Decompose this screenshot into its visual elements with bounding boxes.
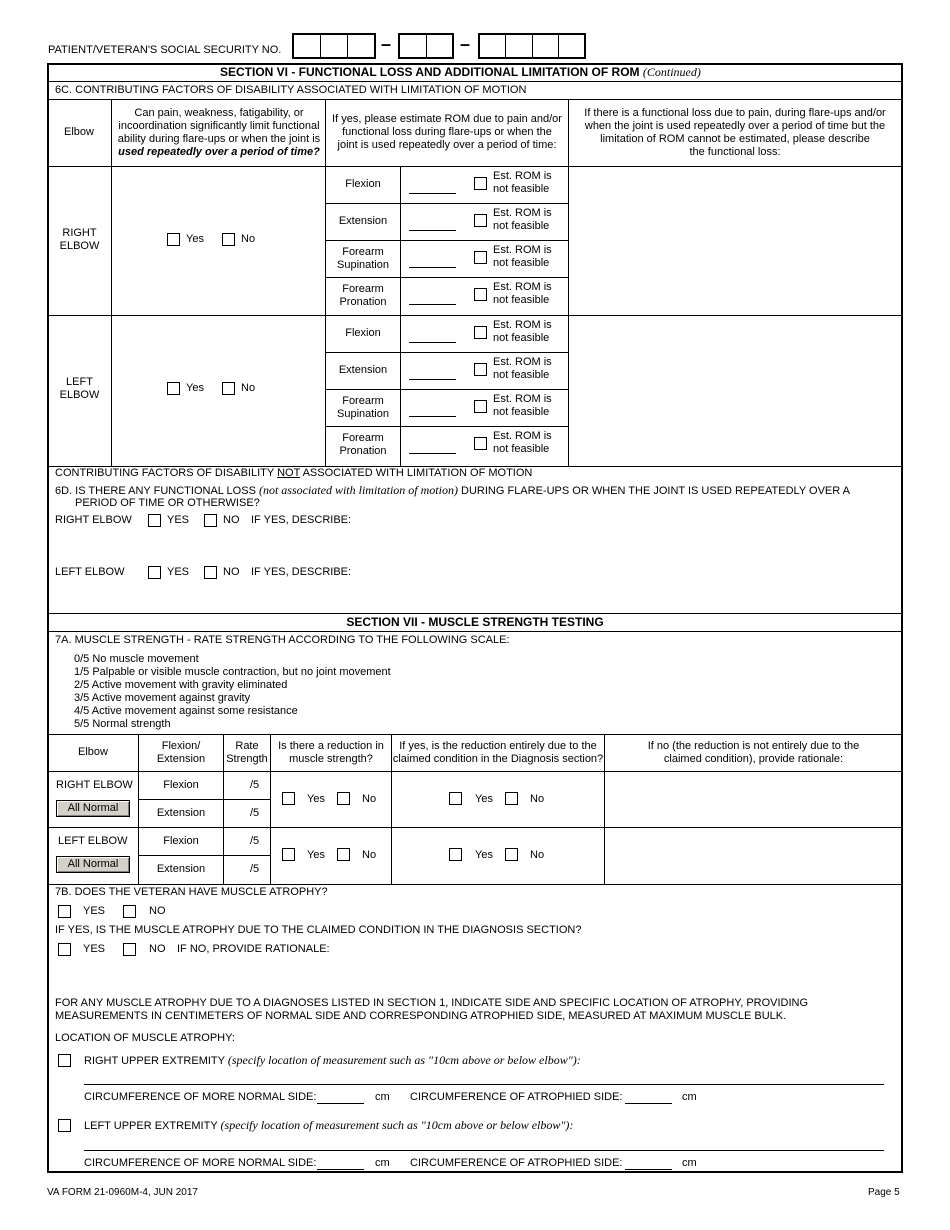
ms-left-extension: Extension: [156, 863, 206, 875]
q6d-right-yes-checkbox[interactable]: [148, 514, 161, 527]
no-label: No: [241, 382, 256, 394]
est-rom-not-feasible-label: Est. ROM is not feasible: [493, 170, 552, 195]
q7a-label: 7A. MUSCLE STRENGTH - RATE STRENGTH ACCORDING TO THE FOLLOWING SCALE:: [55, 634, 510, 646]
scale-item: 3/5 Active movement against gravity: [74, 692, 251, 704]
right-pronation-label: Forearm Pronation: [339, 283, 387, 308]
if-yes-describe: IF YES, DESCRIBE:: [251, 514, 352, 526]
left-pronation-label: Forearm Pronation: [339, 432, 387, 457]
rue-location-line[interactable]: [84, 1084, 884, 1085]
left-all-normal-button[interactable]: All Normal: [56, 856, 130, 873]
rue-normal-input[interactable]: [317, 1103, 364, 1104]
yes-label: Yes: [307, 793, 325, 805]
lue-location-line[interactable]: [84, 1150, 884, 1151]
ms-col-rationale: If no (the reduction is not entirely due to the claimed condition), provide rationale:: [647, 740, 860, 765]
right-elbow-no-checkbox[interactable]: [222, 233, 235, 246]
scale-item: 4/5 Active movement against some resistance: [74, 705, 298, 717]
right-flexion-rom-input[interactable]: [409, 193, 456, 194]
rue-checkbox[interactable]: [58, 1054, 71, 1067]
section-6-title: SECTION VI - FUNCTIONAL LOSS AND ADDITIONAL LIMITATION OF ROM (Continued): [220, 65, 701, 79]
ms-right-due-yes-checkbox[interactable]: [449, 792, 462, 805]
q7b-due-label: IF YES, IS THE MUSCLE ATROPHY DUE TO THE CLAIMED CONDITION IN THE DIAGNOSIS SECTION?: [55, 924, 582, 936]
no-label: No: [241, 233, 256, 245]
cm-label: cm: [375, 1157, 390, 1169]
rue-atrophied-label: CIRCUMFERENCE OF ATROPHIED SIDE:: [410, 1091, 623, 1103]
scale-item: 0/5 No muscle movement: [74, 653, 199, 665]
right-extension-not-feasible-checkbox[interactable]: [474, 214, 487, 227]
q6c-label: 6C. CONTRIBUTING FACTORS OF DISABILITY ASSOCIATED WITH LIMITATION OF MOTION: [55, 84, 527, 96]
yes-label: YES: [83, 905, 106, 917]
ms-left-ext-rate[interactable]: /5: [250, 863, 260, 875]
ms-left-due-yes-checkbox[interactable]: [449, 848, 462, 861]
q6d-left-elbow-label: LEFT ELBOW: [55, 566, 125, 578]
cm-label: cm: [375, 1091, 390, 1103]
ms-col-flexext: Flexion/ Extension: [156, 740, 206, 765]
left-extension-not-feasible-checkbox[interactable]: [474, 363, 487, 376]
ms-right-due-no-checkbox[interactable]: [505, 792, 518, 805]
ms-right-elbow: RIGHT ELBOW: [56, 779, 133, 791]
if-yes-describe: IF YES, DESCRIBE:: [251, 566, 352, 578]
rue-atrophied-input[interactable]: [625, 1103, 672, 1104]
ms-right-ext-rate[interactable]: /5: [250, 807, 260, 819]
cf-not-associated: CONTRIBUTING FACTORS OF DISABILITY NOT ASSOCIATED WITH LIMITATION OF MOTION: [55, 467, 533, 479]
page-number: Page 5: [868, 1187, 900, 1198]
yes-label: Yes: [475, 849, 493, 861]
left-elbow-yes-checkbox[interactable]: [167, 382, 180, 395]
yes-label: Yes: [475, 793, 493, 805]
left-elbow-label: LEFT ELBOW: [59, 376, 100, 401]
right-pronation-not-feasible-checkbox[interactable]: [474, 288, 487, 301]
right-elbow-label: RIGHT ELBOW: [59, 227, 100, 252]
ms-right-reduction-no-checkbox[interactable]: [337, 792, 350, 805]
lue-checkbox[interactable]: [58, 1119, 71, 1132]
col-estimate: If yes, please estimate ROM due to pain and/or functional loss during flare-ups or when the joint is used repeatedly over a period of time:: [332, 113, 562, 151]
ssn-field-1[interactable]: [292, 33, 376, 59]
right-supination-label: Forearm Supination: [337, 246, 389, 271]
lue-label: LEFT UPPER EXTREMITY (specify location of measurement such as "10cm above or below elbow"):: [84, 1118, 574, 1132]
lue-normal-label: CIRCUMFERENCE OF MORE NORMAL SIDE:: [84, 1157, 317, 1169]
col-elbow: Elbow: [64, 126, 94, 138]
ms-left-flex-rate[interactable]: /5: [250, 835, 260, 847]
cm-label: cm: [682, 1091, 697, 1103]
cm-label: cm: [682, 1157, 697, 1169]
yes-label: Yes: [186, 382, 204, 394]
q6d-left-yes-checkbox[interactable]: [148, 566, 161, 579]
right-extension-label: Extension: [338, 215, 388, 227]
yes-label: YES: [83, 943, 106, 955]
rue-label: RIGHT UPPER EXTREMITY (specify location of measurement such as "10cm above or below elbow"):: [84, 1053, 581, 1067]
ssn-field-3[interactable]: [478, 33, 586, 59]
no-label: NO: [223, 566, 240, 578]
est-rom-not-feasible-label: Est. ROM is not feasible: [493, 319, 552, 344]
no-label: No: [362, 793, 377, 805]
q6d-left-no-checkbox[interactable]: [204, 566, 217, 579]
left-pronation-not-feasible-checkbox[interactable]: [474, 437, 487, 450]
ms-left-flexion: Flexion: [163, 835, 199, 847]
est-rom-not-feasible-label: Est. ROM is not feasible: [493, 207, 552, 232]
ms-left-reduction-yes-checkbox[interactable]: [282, 848, 295, 861]
yes-label: YES: [167, 514, 190, 526]
strength-scale: [74, 653, 391, 731]
right-pronation-rom-input[interactable]: [409, 304, 456, 305]
left-flexion-label: Flexion: [345, 327, 381, 339]
q7b-due-no-checkbox[interactable]: [123, 943, 136, 956]
left-supination-not-feasible-checkbox[interactable]: [474, 400, 487, 413]
lue-atrophied-input[interactable]: [625, 1169, 672, 1170]
ms-left-elbow: LEFT ELBOW: [58, 835, 128, 847]
yes-label: YES: [167, 566, 190, 578]
q7b-no-checkbox[interactable]: [123, 905, 136, 918]
yes-label: Yes: [307, 849, 325, 861]
atrophy-instructions: FOR ANY MUSCLE ATROPHY DUE TO A DIAGNOSES LISTED IN SECTION 1, INDICATE SIDE AND SPECIFIC LOCATION OF ATROPHY, PROVIDING MEASUREMENTS IN CENTIMETERS OF NORMAL SIDE AND CORRESPONDING ATROPHIED SIDE, MEASURED AT MAXIMUM MUSCLE BULK.: [55, 997, 809, 1022]
left-pronation-rom-input[interactable]: [409, 453, 456, 454]
rue-normal-label: CIRCUMFERENCE OF MORE NORMAL SIDE:: [84, 1091, 317, 1103]
left-extension-rom-input[interactable]: [409, 379, 456, 380]
ms-left-reduction-no-checkbox[interactable]: [337, 848, 350, 861]
no-label: No: [530, 793, 545, 805]
left-supination-label: Forearm Supination: [337, 395, 389, 420]
left-elbow-no-checkbox[interactable]: [222, 382, 235, 395]
ms-right-reduction-yes-checkbox[interactable]: [282, 792, 295, 805]
scale-item: 2/5 Active movement with gravity eliminated: [74, 679, 288, 691]
left-flexion-not-feasible-checkbox[interactable]: [474, 326, 487, 339]
est-rom-not-feasible-label: Est. ROM is not feasible: [493, 281, 552, 306]
q6d-right-no-checkbox[interactable]: [204, 514, 217, 527]
no-label: NO: [223, 514, 240, 526]
lue-normal-input[interactable]: [317, 1169, 364, 1170]
yes-label: Yes: [186, 233, 204, 245]
scale-item: 5/5 Normal strength: [74, 718, 171, 730]
right-supination-rom-input[interactable]: [409, 267, 456, 268]
lue-atrophied-label: CIRCUMFERENCE OF ATROPHIED SIDE:: [410, 1157, 623, 1169]
q6d-label: 6D. IS THERE ANY FUNCTIONAL LOSS (not associated with limitation of motion) DURING FLARE-UPS OR WHEN THE JOINT IS USED REPEATEDLY OVER A: [55, 483, 850, 497]
col-pain: Can pain, weakness, fatigability, or incoordination significantly limit functional ability during flare-ups or when the joint is used repeatedly over a period of time?: [117, 107, 321, 158]
no-label: NO: [149, 905, 166, 917]
no-label: No: [530, 849, 545, 861]
q6d-right-elbow-label: RIGHT ELBOW: [55, 514, 132, 526]
col-describe: If there is a functional loss due to pain, during flare-ups and/or when the joint is used repeatedly over a period of time but the limitation of ROM cannot be estimated, please describe the functional loss:: [584, 107, 886, 158]
est-rom-not-feasible-label: Est. ROM is not feasible: [493, 430, 552, 455]
ssn-label: PATIENT/VETERAN'S SOCIAL SECURITY NO.: [48, 44, 282, 56]
ssn-dash: –: [381, 34, 392, 54]
est-rom-not-feasible-label: Est. ROM is not feasible: [493, 393, 552, 418]
ms-left-due-no-checkbox[interactable]: [505, 848, 518, 861]
ssn-dash: –: [460, 34, 471, 54]
est-rom-not-feasible-label: Est. ROM is not feasible: [493, 244, 552, 269]
right-flexion-not-feasible-checkbox[interactable]: [474, 177, 487, 190]
right-supination-not-feasible-checkbox[interactable]: [474, 251, 487, 264]
ms-col-rate: Rate Strength: [226, 740, 268, 765]
ms-right-flexion: Flexion: [163, 779, 199, 791]
form-id: VA FORM 21-0960M-4, JUN 2017: [47, 1187, 198, 1198]
left-extension-label: Extension: [338, 364, 388, 376]
q6d-label-cont: PERIOD OF TIME OR OTHERWISE?: [75, 497, 260, 509]
ssn-field-2[interactable]: [398, 33, 454, 59]
location-label: LOCATION OF MUSCLE ATROPHY:: [55, 1032, 235, 1044]
right-extension-rom-input[interactable]: [409, 230, 456, 231]
ms-col-reduction: Is there a reduction in muscle strength?: [278, 740, 384, 765]
section-7-title: SECTION VII - MUSCLE STRENGTH TESTING: [346, 615, 604, 629]
scale-item: 1/5 Palpable or visible muscle contraction, but no joint movement: [74, 666, 391, 678]
no-label: No: [362, 849, 377, 861]
q7b-due-yes-checkbox[interactable]: [58, 943, 71, 956]
ms-right-flex-rate[interactable]: /5: [250, 779, 260, 791]
right-flexion-label: Flexion: [345, 178, 381, 190]
ms-right-extension: Extension: [156, 807, 206, 819]
ms-col-due: If yes, is the reduction entirely due to the claimed condition in the Diagnosis section?: [392, 740, 604, 765]
q7b-label: 7B. DOES THE VETERAN HAVE MUSCLE ATROPHY?: [55, 886, 328, 898]
if-no-rationale: IF NO, PROVIDE RATIONALE:: [177, 943, 330, 955]
right-elbow-yes-checkbox[interactable]: [167, 233, 180, 246]
left-supination-rom-input[interactable]: [409, 416, 456, 417]
q7b-yes-checkbox[interactable]: [58, 905, 71, 918]
ms-col-elbow: Elbow: [78, 746, 108, 758]
est-rom-not-feasible-label: Est. ROM is not feasible: [493, 356, 552, 381]
left-flexion-rom-input[interactable]: [409, 342, 456, 343]
no-label: NO: [149, 943, 166, 955]
right-all-normal-button[interactable]: All Normal: [56, 800, 130, 817]
